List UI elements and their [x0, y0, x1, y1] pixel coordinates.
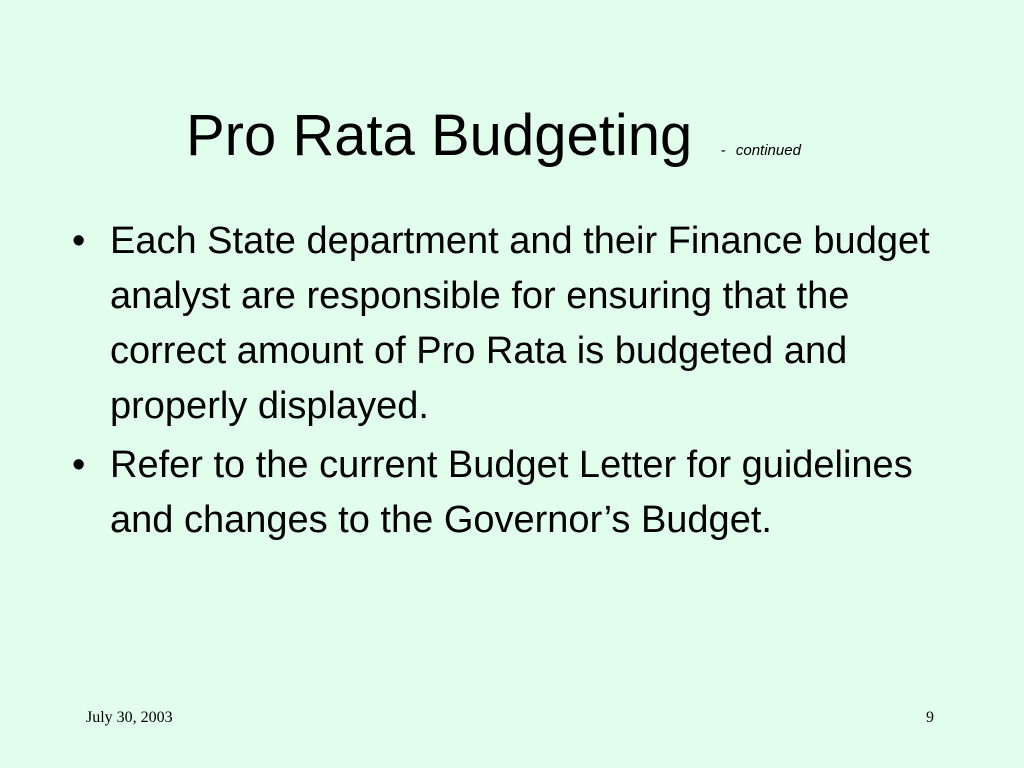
bullet-item: [72, 214, 972, 434]
bullet-list: [72, 214, 972, 552]
bullet-text: Each State department and their Finance budget analyst are responsible for ensuring that the correct amount of Pro Rata is budgeted and properly displayed.: [110, 220, 930, 427]
footer-date: July 30, 2003: [86, 709, 173, 726]
slide-title: Pro Rata Budgeting: [186, 103, 693, 168]
subtitle-dash: -: [720, 142, 726, 159]
bullet-dot-icon: •: [72, 444, 86, 486]
subtitle-text: continued: [735, 142, 801, 159]
bullet-item: [72, 438, 972, 548]
footer-page-number: 9: [926, 709, 934, 726]
slide-title-area: [186, 96, 801, 176]
bullet-dot-icon: •: [72, 220, 86, 262]
bullet-text: Refer to the current Budget Letter for guidelines and changes to the Governor’s Budget.: [110, 444, 913, 541]
slide-subtitle: [721, 142, 801, 159]
